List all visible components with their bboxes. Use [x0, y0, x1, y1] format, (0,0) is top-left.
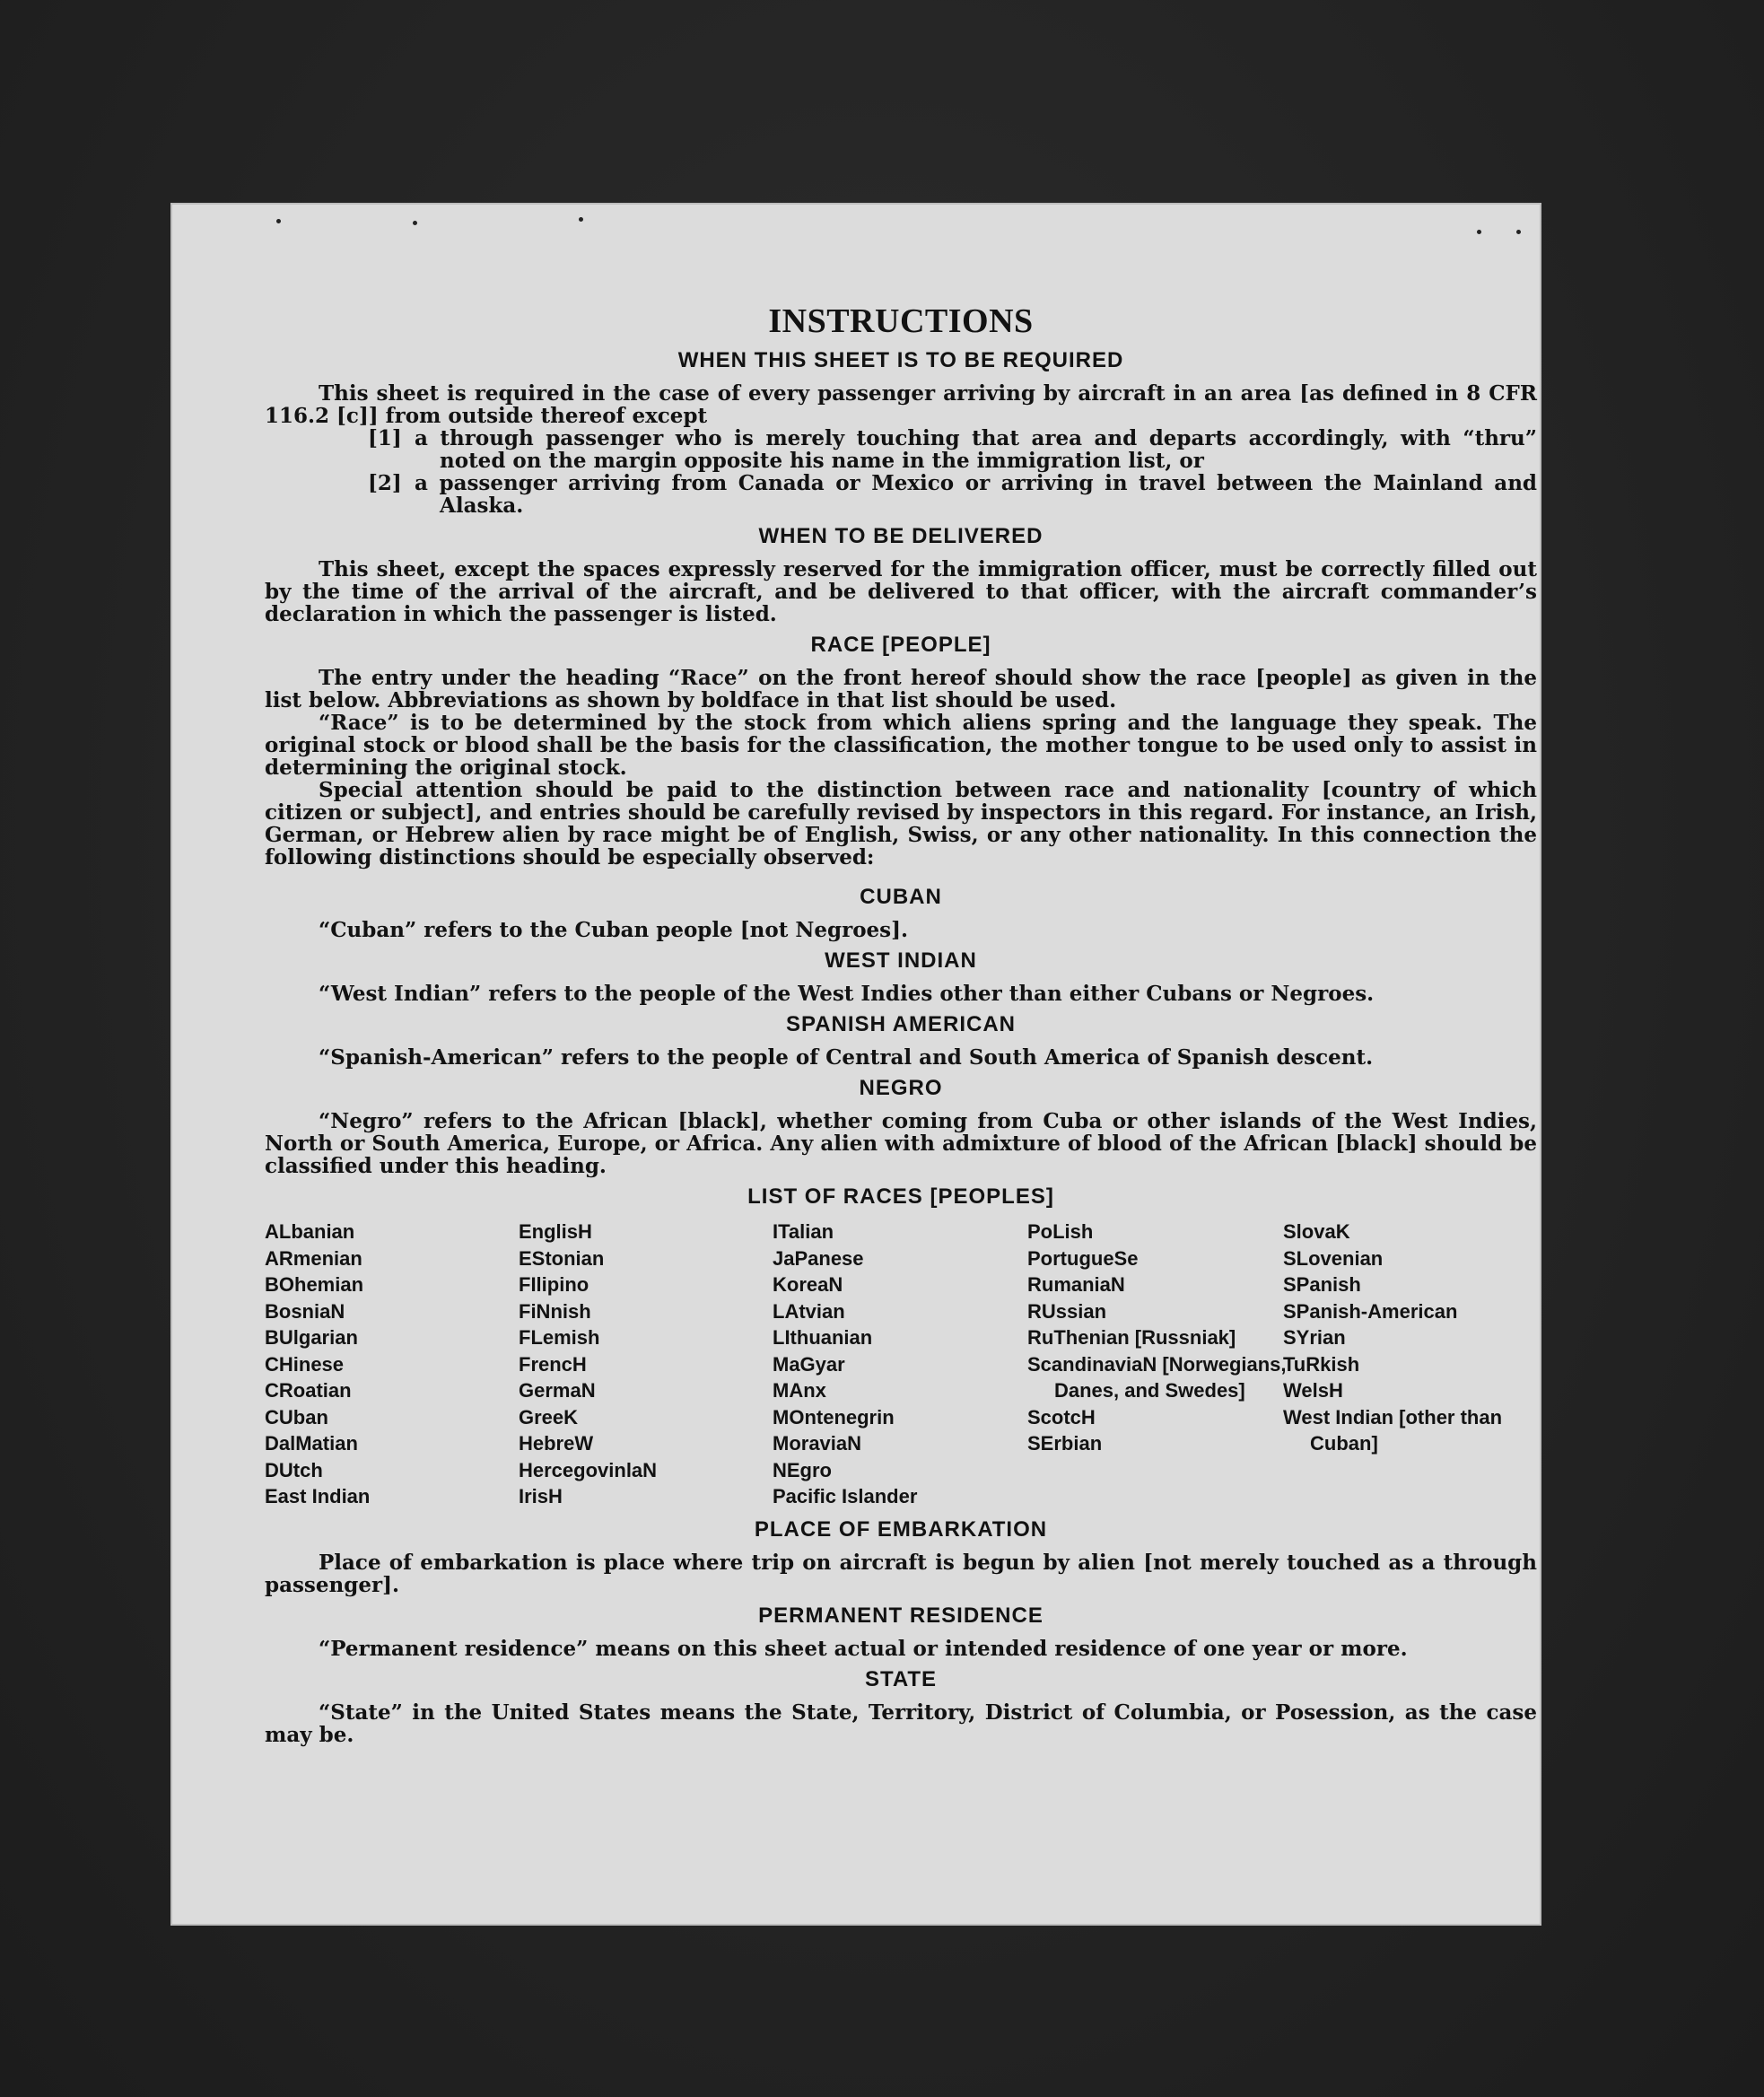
exceptions-list: [368, 427, 1537, 517]
race-item: ScandinaviaN [Norwegians, Danes, and Swedes]: [1027, 1352, 1287, 1402]
race-item: MAnx: [773, 1379, 826, 1402]
instruction-sheet: [170, 203, 1541, 1926]
race-item: FrencH: [519, 1352, 587, 1376]
section-heading-list: LIST OF RACES [PEOPLES]: [747, 1184, 1054, 1209]
race-item: CRoatian: [265, 1379, 352, 1402]
punch-mark: [413, 221, 417, 225]
section-heading-state: STATE: [864, 1666, 938, 1691]
races-list: [265, 1219, 1537, 1510]
race-item: HebreW: [519, 1432, 594, 1455]
race-item: TuRkish: [1283, 1352, 1360, 1376]
exception-item: [2] a passenger arriving from Canada or Mexico or arriving in travel between the Mainland and Alaska.: [368, 471, 1537, 518]
section-heading-west-indian: WEST INDIAN: [825, 948, 977, 973]
negro-text: “Negro” refers to the African [black], whether coming from Cuba or other islands of the West Indies, North or South America, Europe, or Africa. Any alien with admixture of blood of the African [black] should be classified under this heading.: [265, 1109, 1537, 1178]
race-item: LIthuanian: [773, 1326, 873, 1349]
race-paragraph-2: “Race” is to be determined by the stock from which aliens spring and the language they speak. The original stock or blood shall be the basis for the classification, the mother tongue to be used only to assist in determining the original stock.: [265, 711, 1537, 780]
race-item: DUtch: [265, 1458, 323, 1481]
race-item: MoraviaN: [773, 1432, 862, 1455]
race-item: WelsH: [1283, 1379, 1343, 1402]
race-item: EStonian: [519, 1246, 605, 1270]
race-item: East Indian: [265, 1485, 371, 1507]
page-title: INSTRUCTIONS: [768, 302, 1034, 340]
punch-mark: [276, 219, 281, 223]
race-item: FiNnish: [519, 1299, 591, 1323]
race-item: EnglisH: [519, 1220, 592, 1243]
state-text: “State” in the United States means the State, Territory, District of Columbia, or Posession, as the case may be.: [265, 1699, 1537, 1747]
section-heading-race: RACE [PEOPLE]: [810, 633, 991, 657]
section-heading-residence: PERMANENT RESIDENCE: [758, 1603, 1044, 1628]
required-intro: This sheet is required in the case of every passenger arriving by aircraft in an area [as defined in 8 CFR 116.2 [c]] from outside thereof except: [265, 381, 1537, 428]
race-item: ScotcH: [1027, 1405, 1096, 1429]
race-item: JaPanese: [773, 1246, 864, 1270]
race-item: BosniaN: [265, 1299, 345, 1323]
punch-mark: [1477, 230, 1481, 234]
race-item: CUban: [265, 1405, 328, 1429]
race-item: ALbanian: [265, 1220, 355, 1243]
race-item: HercegovinlaN: [519, 1458, 658, 1481]
race-item: PoLish: [1027, 1220, 1094, 1243]
race-item: SLovenian: [1283, 1246, 1384, 1270]
race-item: BOhemian: [265, 1273, 364, 1296]
race-item: SErbian: [1027, 1432, 1103, 1455]
section-heading-cuban: CUBAN: [860, 885, 942, 909]
race-item: SPanish: [1283, 1273, 1361, 1296]
delivered-text: This sheet, except the spaces expressly reserved for the immigration officer, must be correctly filled out by the time of the arrival of the aircraft, and be delivered to that officer, with the aircraft commander’s declaration in which the passenger is listed.: [265, 557, 1537, 626]
races-column: [773, 1219, 1027, 1510]
race-item: FIlipino: [519, 1273, 589, 1296]
race-item: SYrian: [1283, 1326, 1346, 1349]
race-item: NEgro: [773, 1458, 832, 1481]
section-heading-spanish-american: SPANISH AMERICAN: [785, 1012, 1016, 1036]
race-item: KoreaN: [773, 1273, 843, 1296]
race-item: BUlgarian: [265, 1326, 358, 1349]
race-item: RumaniaN: [1027, 1273, 1125, 1296]
race-item: FLemish: [519, 1326, 600, 1349]
races-column: [1027, 1219, 1287, 1510]
race-item: RUssian: [1027, 1299, 1107, 1323]
spanish-american-text: “Spanish-American” refers to the people of Central and South America of Spanish descent.: [319, 1045, 1374, 1070]
exception-item: [1] a through passenger who is merely touching that area and departs accordingly, with “thru” noted on the margin opposite his name in the immigration list, or: [368, 426, 1537, 473]
punch-mark: [1516, 230, 1521, 234]
race-item: GermaN: [519, 1379, 596, 1402]
race-item: Pacific Islander: [773, 1485, 918, 1507]
race-item: RuThenian [Russniak]: [1027, 1326, 1236, 1349]
race-item: ARmenian: [265, 1246, 362, 1270]
race-item: SlovaK: [1283, 1220, 1350, 1243]
race-item: ITalian: [773, 1220, 834, 1243]
embarkation-text: Place of embarkation is place where trip on aircraft is begun by alien [not merely touched as a through passenger].: [265, 1550, 1537, 1597]
races-column: [265, 1219, 519, 1510]
race-paragraph-3: Special attention should be paid to the distinction between race and nationality [country of which citizen or subject], and entries should be carefully revised by inspectors in this regard. For instance, an Irish, German, or Hebrew alien by race might be of English, Swiss, or any other nationality. In this connection the following distinctions should be especially observed:: [265, 778, 1537, 869]
race-paragraph-1: The entry under the heading “Race” on the front hereof should show the race [people] as given in the list below. Abbreviations as shown by boldface in that list should be used.: [265, 666, 1537, 712]
residence-text: “Permanent residence” means on this sheet actual or intended residence of one year or more.: [319, 1636, 1408, 1661]
race-item: SPanish-American: [1283, 1299, 1458, 1323]
west-indian-text: “West Indian” refers to the people of the West Indies other than either Cubans or Negroes.: [319, 982, 1375, 1006]
race-item: CHinese: [265, 1352, 345, 1376]
section-heading-required: WHEN THIS SHEET IS TO BE REQUIRED: [677, 348, 1124, 372]
section-heading-delivered: WHEN TO BE DELIVERED: [758, 524, 1044, 548]
race-item: DalMatian: [265, 1432, 358, 1455]
race-item: PortugueSe: [1027, 1246, 1139, 1270]
cuban-text: “Cuban” refers to the Cuban people [not Negroes].: [319, 918, 909, 942]
race-item: MaGyar: [773, 1352, 845, 1376]
race-item: MOntenegrin: [773, 1405, 895, 1429]
section-heading-negro: NEGRO: [859, 1076, 943, 1100]
races-column: [1283, 1219, 1537, 1510]
races-column: [519, 1219, 773, 1510]
race-item: IrisH: [519, 1485, 563, 1507]
section-heading-embarkation: PLACE OF EMBARKATION: [754, 1516, 1048, 1542]
race-item: GreeK: [519, 1405, 579, 1429]
race-item: LAtvian: [773, 1299, 845, 1323]
punch-mark: [579, 217, 583, 222]
race-item: West Indian [other than Cuban]: [1283, 1405, 1503, 1455]
sheet-content: [265, 301, 1537, 1746]
